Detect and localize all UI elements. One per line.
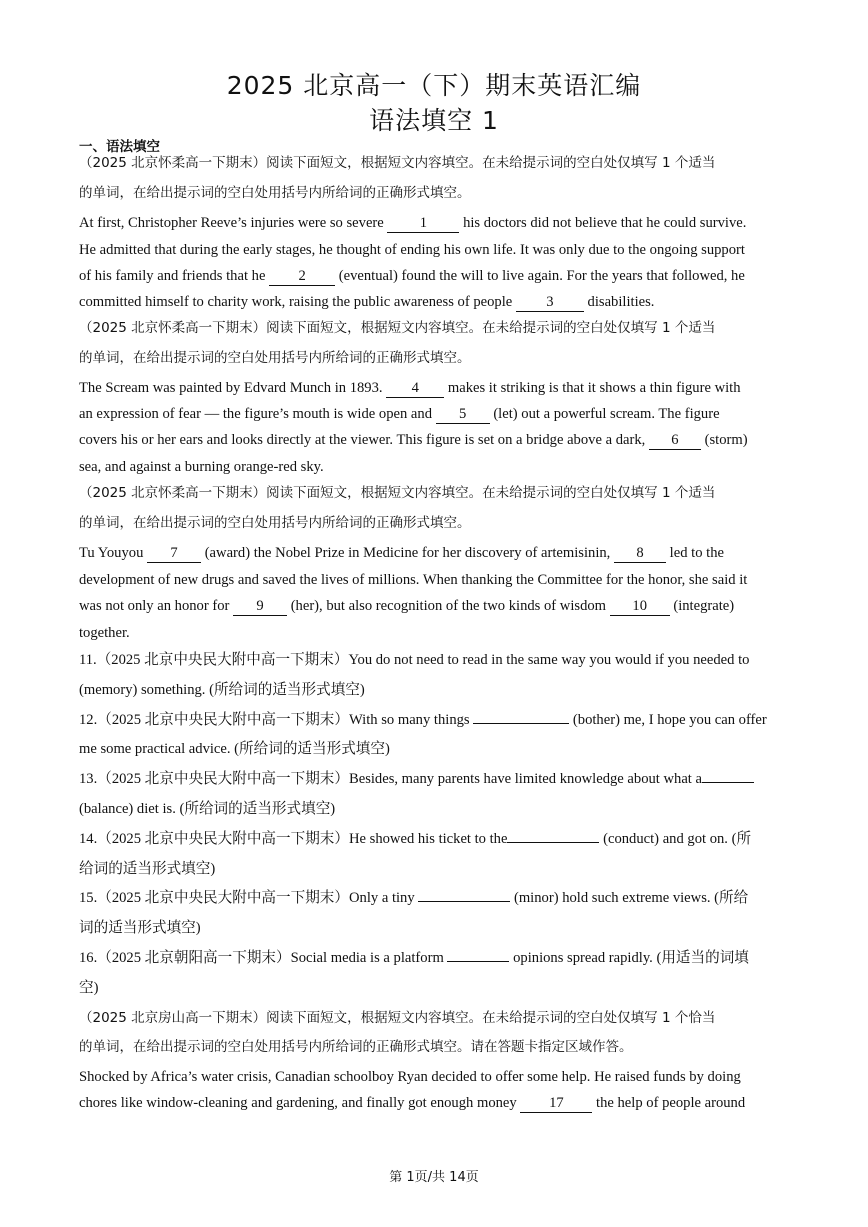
passage-text: of his family and friends that he [79, 268, 266, 284]
blank-17[interactable]: 17 [520, 1095, 592, 1113]
passage-text: the help of people around [596, 1095, 746, 1111]
question-15 [79, 888, 791, 908]
blank-4[interactable]: 4 [386, 380, 444, 398]
passage-text: disabilities. [587, 294, 655, 310]
passage-text: covers his or her ears and looks directly at the viewer. This figure is set on a bridge above a dark, [79, 432, 646, 448]
blank-15[interactable] [418, 901, 510, 902]
blank-3[interactable]: 3 [516, 294, 584, 312]
blank-6[interactable]: 6 [649, 432, 701, 450]
passage-text: (storm) [704, 432, 748, 448]
passage-text: committed himself to charity work, raising the public awareness of people [79, 294, 513, 310]
blank-9[interactable]: 9 [233, 598, 287, 616]
question-14-cont: 给词的适当形式填空) [79, 861, 216, 877]
blank-16[interactable] [447, 961, 509, 962]
question-16 [79, 948, 791, 968]
question-11-cont: (memory) something. (所给词的适当形式填空) [79, 682, 365, 698]
instruction-line: 的单词，在给出提示词的空白处用括号内所给词的正确形式填空。 [79, 350, 471, 366]
passage-line [79, 378, 791, 398]
blank-7[interactable]: 7 [147, 545, 201, 563]
question-13 [79, 769, 791, 789]
passage-text: (award) the Nobel Prize in Medicine for her discovery of artemisinin, [204, 545, 611, 561]
passage-text: At first, Christopher Reeve’s injuries were so severe [79, 215, 384, 231]
passage-text: an expression of fear — the figure’s mouth is wide open and [79, 406, 432, 422]
passage-text: his doctors did not believe that he could survive. [463, 215, 747, 231]
question-text: (conduct) and got on. (所 [603, 831, 752, 847]
passage-line: development of new drugs and saved the lives of millions. When thanking the Committee for the honor, she said it [79, 572, 748, 588]
question-16-cont: 空) [79, 980, 99, 996]
instruction-line: （2025 北京怀柔高一下期末）阅读下面短文，根据短文内容填空。在未给提示词的空白处仅填写 1 个适当 [79, 155, 716, 171]
passage-line [79, 543, 791, 563]
blank-5[interactable]: 5 [436, 406, 490, 424]
instruction-line: 的单词，在给出提示词的空白处用括号内所给词的正确形式填空。 [79, 515, 471, 531]
passage-text: (let) out a powerful scream. The figure [493, 406, 720, 422]
question-12-cont: me some practical advice. (所给词的适当形式填空) [79, 741, 390, 757]
question-12 [79, 710, 791, 730]
instruction-line: 的单词，在给出提示词的空白处用括号内所给词的正确形式填空。 [79, 185, 471, 201]
instruction-line: （2025 北京怀柔高一下期末）阅读下面短文，根据短文内容填空。在未给提示词的空白处仅填写 1 个适当 [79, 320, 716, 336]
passage-line [79, 213, 791, 233]
passage-line [79, 404, 791, 424]
question-text: (bother) me, I hope you can offer [572, 712, 767, 728]
question-14 [79, 829, 791, 849]
blank-10[interactable]: 10 [610, 598, 670, 616]
blank-1[interactable]: 1 [387, 215, 459, 233]
passage-line: Shocked by Africa’s water crisis, Canadian schoolboy Ryan decided to offer some help. He raised funds by doing [79, 1069, 741, 1085]
passage-line [79, 266, 791, 286]
passage-line [79, 1093, 791, 1113]
blank-12[interactable] [473, 723, 569, 724]
passage-text: led to the [669, 545, 724, 561]
passage-line: together. [79, 625, 130, 641]
instruction-line: （2025 北京怀柔高一下期末）阅读下面短文，根据短文内容填空。在未给提示词的空白处仅填写 1 个适当 [79, 485, 716, 501]
passage-line [79, 596, 791, 616]
question-13-cont: (balance) diet is. (所给词的适当形式填空) [79, 801, 336, 817]
question-text: 16.（2025 北京朝阳高一下期末）Social media is a platform [79, 950, 444, 966]
passage-text: (integrate) [673, 598, 735, 614]
question-text: 15.（2025 北京中央民大附中高一下期末）Only a tiny [79, 890, 415, 906]
passage-line: He admitted that during the early stages, he thought of ending his own life. It was only due to the ongoing support [79, 242, 745, 258]
question-text: opinions spread rapidly. (用适当的词填 [513, 950, 749, 966]
passage-line: sea, and against a burning orange-red sky. [79, 459, 324, 475]
question-text: (minor) hold such extreme views. (所给 [513, 890, 749, 906]
blank-8[interactable]: 8 [614, 545, 666, 563]
question-11: 11.（2025 北京中央民大附中高一下期末）You do not need to read in the same way you would if you needed to [79, 652, 750, 668]
passage-text: Tu Youyou [79, 545, 144, 561]
passage-text: (eventual) found the will to live again. For the years that followed, he [338, 268, 745, 284]
question-15-cont: 词的适当形式填空) [79, 920, 201, 936]
question-text: 12.（2025 北京中央民大附中高一下期末）With so many things [79, 712, 470, 728]
passage-line [79, 292, 791, 312]
blank-13[interactable] [702, 782, 754, 783]
blank-2[interactable]: 2 [269, 268, 335, 286]
passage-text: was not only an honor for [79, 598, 230, 614]
section-heading: 一、语法填空 [79, 139, 160, 155]
question-text: 13.（2025 北京中央民大附中高一下期末）Besides, many parents have limited knowledge about what a [79, 771, 702, 787]
passage-line [79, 430, 791, 450]
instruction-line: 的单词，在给出提示词的空白处用括号内所给词的正确形式填空。请在答题卡指定区域作答。 [79, 1039, 633, 1055]
blank-14[interactable] [507, 842, 599, 843]
question-text: 14.（2025 北京中央民大附中高一下期末）He showed his ticket to the [79, 831, 508, 847]
page-title: 2025 北京高一（下）期末英语汇编 [226, 71, 642, 100]
passage-text: The Scream was painted by Edvard Munch in 1893. [79, 380, 383, 396]
passage-text: makes it striking is that it shows a thin figure with [447, 380, 741, 396]
page-footer: 第 1页/共 14页 [389, 1170, 479, 1185]
passage-text: (her), but also recognition of the two kinds of wisdom [290, 598, 607, 614]
page-subtitle: 语法填空 1 [369, 106, 499, 135]
instruction-line: （2025 北京房山高一下期末）阅读下面短文，根据短文内容填空。在未给提示词的空白处仅填写 1 个恰当 [79, 1010, 716, 1026]
passage-text: chores like window-cleaning and gardening, and finally got enough money [79, 1095, 517, 1111]
